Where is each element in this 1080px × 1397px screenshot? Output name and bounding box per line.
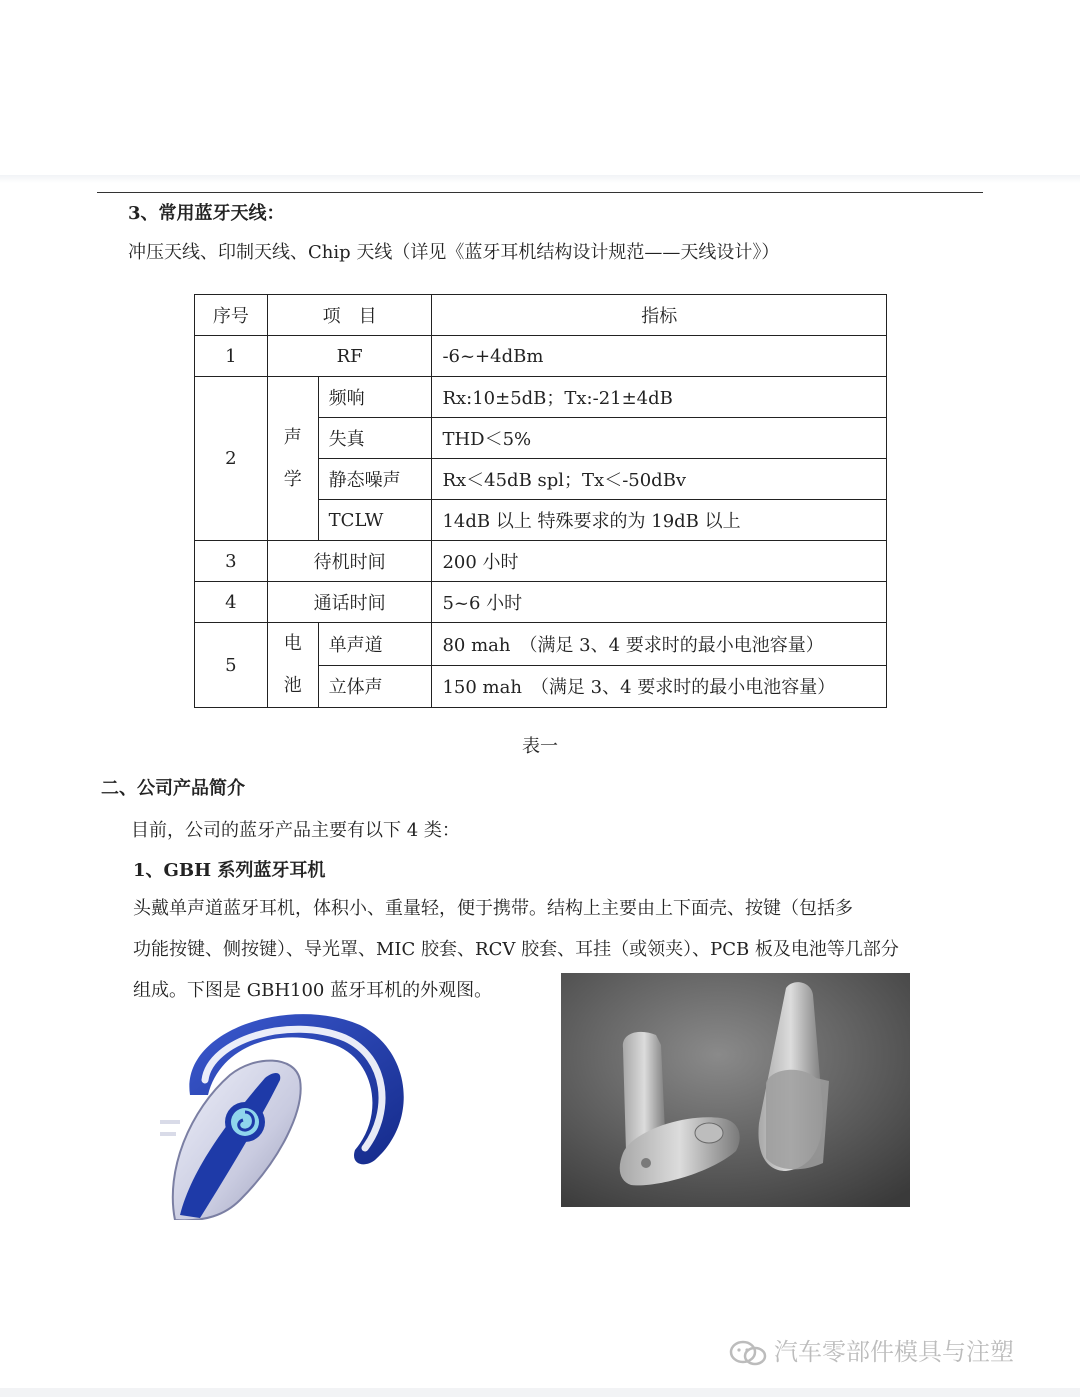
gbh-line-2: 功能按键、侧按键）、导光罩、MIC 胶套、RCV 胶套、耳挂（或领夹）、PCB 板及电池等几部分 [133, 939, 899, 960]
row2-sub4-item: TCLW [318, 500, 432, 541]
gbh-line-1: 头戴单声道蓝牙耳机，体积小、重量轻，便于携带。结构上主要由上下面壳、按键（包括多 [133, 898, 853, 919]
row5-sub1-item: 单声道 [318, 623, 432, 666]
table-header-row [195, 295, 887, 336]
row4-spec: 5~6 小时 [432, 582, 887, 623]
row2-sub4-spec: 14dB 以上 特殊要求的为 19dB 以上 [432, 500, 887, 541]
row5-group-char2: 池 [283, 675, 302, 696]
table-row [195, 336, 887, 377]
page-top-shadow [0, 175, 1080, 183]
table-row [195, 623, 887, 666]
page-top-blank [0, 0, 1080, 178]
row5-seq: 5 [195, 623, 268, 708]
header-rule [97, 192, 983, 193]
row3-seq: 3 [195, 541, 268, 582]
row2-group [267, 377, 318, 541]
row3-item: 待机时间 [267, 541, 432, 582]
row4-item: 通话时间 [267, 582, 432, 623]
row2-sub1-item: 频响 [318, 377, 432, 418]
table-row [195, 541, 887, 582]
row1-spec: -6~+4dBm [432, 336, 887, 377]
wechat-icon [728, 1339, 768, 1367]
row5-sub2-spec: 150 mah （满足 3、4 要求时的最小电池容量） [432, 665, 887, 708]
row5-group [267, 623, 318, 708]
table-caption: 表一 [522, 736, 558, 757]
gbh-heading: 1、GBH 系列蓝牙耳机 [133, 860, 326, 881]
row4-seq: 4 [195, 582, 268, 623]
row1-seq: 1 [195, 336, 268, 377]
header-seq: 序号 [195, 295, 268, 336]
row5-sub1-spec: 80 mah （满足 3、4 要求时的最小电池容量） [432, 623, 887, 666]
row3-spec: 200 小时 [432, 541, 887, 582]
row2-sub3-item: 静态噪声 [318, 459, 432, 500]
row1-item: RF [267, 336, 432, 377]
table-row [195, 377, 887, 418]
antenna-line: 冲压天线、印制天线、Chip 天线（详见《蓝牙耳机结构设计规范——天线设计》） [128, 242, 780, 263]
row2-sub2-item: 失真 [318, 418, 432, 459]
gbh-line-3: 组成。下图是 GBH100 蓝牙耳机的外观图。 [133, 980, 493, 1001]
row5-sub2-item: 立体声 [318, 665, 432, 708]
header-spec: 指标 [432, 295, 887, 336]
row2-sub2-spec: THD＜5% [432, 418, 887, 459]
section-3-heading: 3、常用蓝牙天线： [128, 203, 285, 224]
product-render-image [561, 973, 910, 1207]
watermark [728, 1332, 1014, 1367]
row2-group-char2: 学 [283, 468, 302, 490]
gbh100-headset-image [160, 1000, 420, 1220]
header-item: 项 目 [267, 295, 432, 336]
row5-group-char1: 电 [283, 633, 302, 654]
intro-line: 目前，公司的蓝牙产品主要有以下 4 类： [131, 820, 460, 841]
spec-table [194, 294, 887, 708]
row2-group-char1: 声 [283, 426, 302, 448]
page-bottom-shade [0, 1388, 1080, 1397]
section-2-heading: 二、公司产品简介 [101, 778, 245, 799]
row2-sub1-spec: Rx:10±5dB；Tx:-21±4dB [432, 377, 887, 418]
watermark-text: 汽车零部件模具与注塑 [774, 1338, 1014, 1366]
table-row [195, 582, 887, 623]
row2-seq: 2 [195, 377, 268, 541]
row2-sub3-spec: Rx＜45dB spl；Tx＜-50dBv [432, 459, 887, 500]
